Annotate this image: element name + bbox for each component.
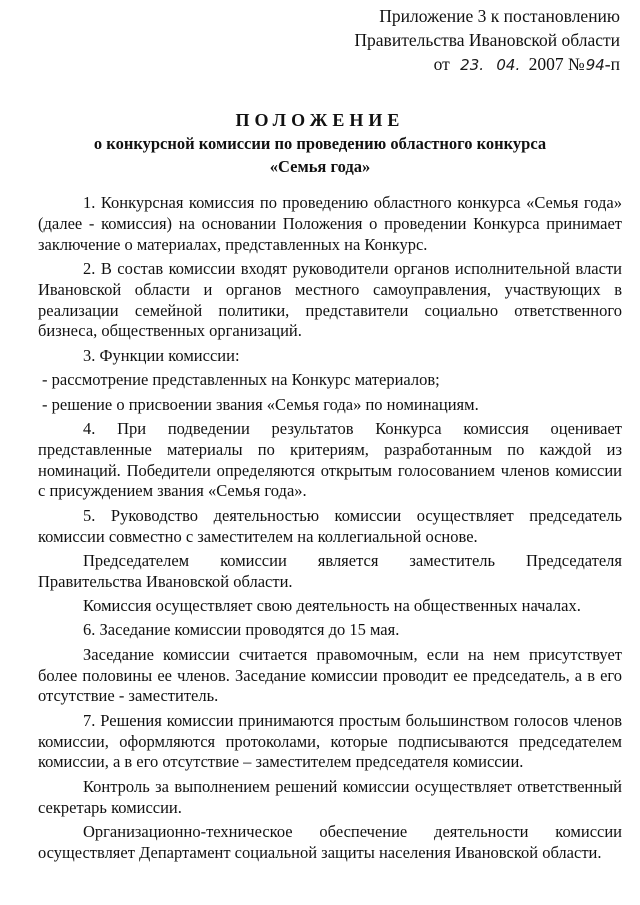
paragraph-6: 6. Заседание комиссии проводятся до 15 мая. (83, 620, 400, 640)
handwritten-month: 04. (496, 56, 521, 74)
handwritten-day: 23. (460, 56, 485, 74)
paragraph-7a: Контроль за выполнением решений комиссии осуществляет ответственный секретарь комиссии. (38, 776, 622, 817)
title-main: ПОЛОЖЕНИЕ (235, 110, 405, 130)
number-label: № (568, 54, 585, 74)
paragraph-2: 2. В состав комиссии входят руководители органов исполнительной власти Ивановской области и органов местного самоуправления, участвующих в реализации семейной политики, представители социально ответственного бизнеса, общественных организаций. (38, 258, 622, 341)
paragraph-1: 1. Конкурсная комиссия по проведению областного конкурса «Семья года» (далее - комиссия) на основании Положения о проведении Конкурса принимает заключение о материалах, представленных на Конкурс. (38, 193, 622, 254)
list-item-1: - рассмотрение представленных на Конкурс материалов; (42, 370, 440, 390)
document-title (0, 108, 640, 178)
paragraph-5: 5. Руководство деятельностью комиссии осуществляет председатель комиссии совместно с заместителем на коллегиальной основе. (38, 505, 622, 546)
paragraph-3: 3. Функции комиссии: (83, 345, 240, 365)
paragraph-5b: Комиссия осуществляет свою деятельность на общественных началах. (83, 596, 581, 616)
number-suffix: -п (604, 54, 620, 74)
appendix-line-1: Приложение 3 к постановлению (379, 6, 620, 26)
title-subtitle-1: о конкурсной комиссии по проведению областного конкурса (93, 134, 547, 153)
paragraph-7: 7. Решения комиссии принимаются простым большинством голосов членов комиссии, оформляются протоколами, которые подписываются председателем комиссии, а в его отсутствие – заместителем председателя комиссии. (38, 710, 622, 772)
appendix-date-line (354, 52, 620, 77)
title-subtitle-2: «Семья года» (269, 157, 371, 176)
list-item-2: - решение о присвоении звания «Семья года» по номинациям. (42, 394, 479, 414)
document-body (38, 193, 622, 867)
handwritten-number: 94 (585, 56, 605, 74)
paragraph-6a: Заседание комиссии считается правомочным, если на нем присутствует более половины ее членов. Заседание комиссии проводит ее председатель, а в его отсутствие - заместитель. (38, 644, 622, 706)
from-label: от (433, 54, 450, 74)
appendix-line-2: Правительства Ивановской области (354, 30, 620, 50)
date-year: 2007 (528, 54, 564, 74)
appendix-header (354, 4, 620, 77)
paragraph-4: 4. При подведении результатов Конкурса комиссия оценивает представленные материалы по критериям, разработанным по каждой из номинаций. Победители определяются открытым голосованием членов комиссии с присуждением звания «Семья года». (38, 418, 622, 501)
paragraph-5a: Председателем комиссии является заместитель Председателя Правительства Ивановской области. (38, 550, 622, 591)
paragraph-7b: Организационно-техническое обеспечение деятельности комиссии осуществляет Департамент социальной защиты населения Ивановской области. (38, 822, 622, 862)
